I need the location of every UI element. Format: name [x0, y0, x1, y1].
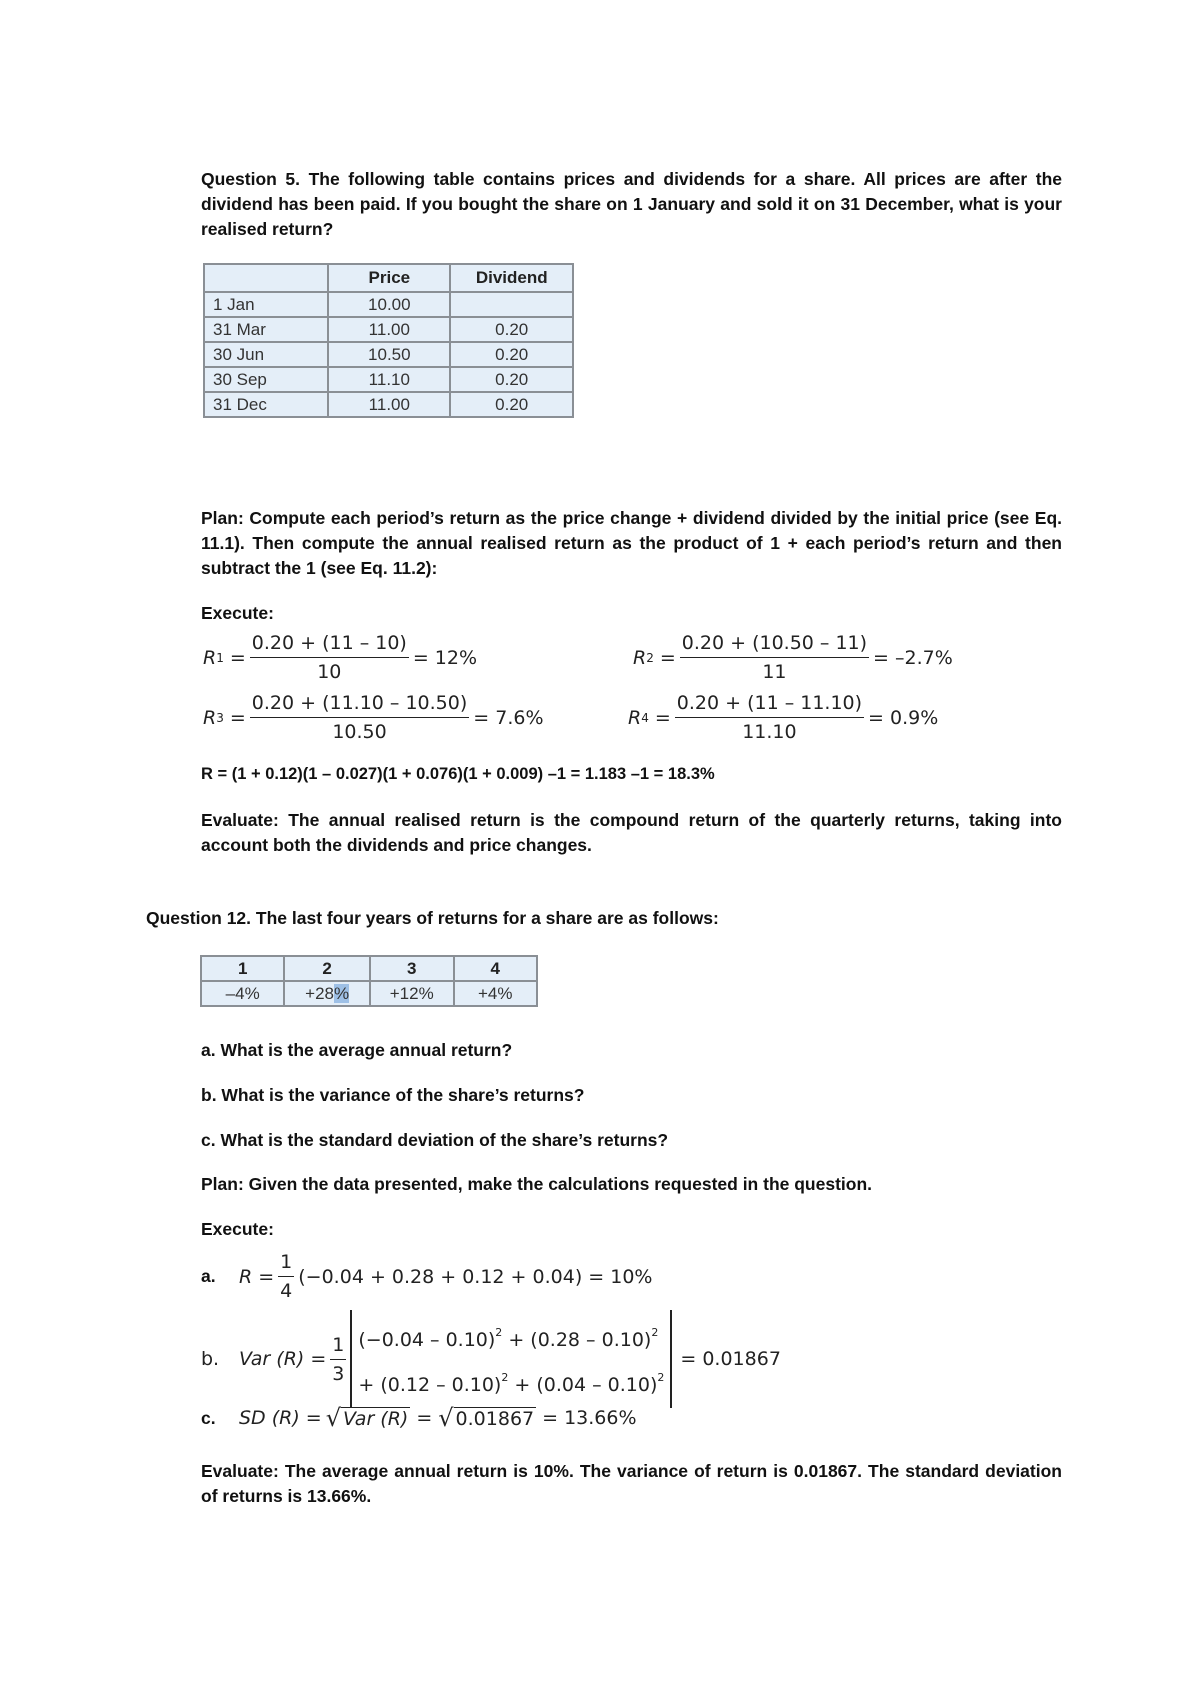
eq-b-exp: 2	[651, 1326, 659, 1339]
row-date: 31 Dec	[204, 392, 328, 417]
equation-r4: R 4 = $\frac{0.20 + (11 - 11.10)}{11.10}$ = 0.9%	[628, 692, 939, 743]
row-date: 1 Jan	[204, 292, 328, 317]
row-price: 11.10	[328, 367, 450, 392]
table-row	[204, 367, 573, 392]
eq-b-exp: 2	[657, 1371, 665, 1384]
q12-question: Question 12. The last four years of returns for a share are as follows:	[146, 908, 719, 928]
table-row	[204, 292, 573, 317]
eq-b-bracket	[350, 1310, 672, 1408]
q5-evaluate: Evaluate: The annual realised return is the compound return of the quarterly returns, taking into account both the dividends and price changes.	[201, 810, 1062, 855]
year-header: 3	[370, 956, 454, 981]
year-header: 1	[201, 956, 284, 981]
eq-b-term1: (−0.04 – 0.10)	[358, 1329, 496, 1351]
r3-symbol: R	[203, 706, 217, 729]
eq-b-numerator: 1	[330, 1333, 346, 1360]
eq-b-result: = 0.01867	[680, 1348, 781, 1370]
q12-part-a: a. What is the average annual return?	[201, 1040, 513, 1060]
return-value: –4%	[201, 981, 284, 1006]
table-row	[204, 392, 573, 417]
equation-r3: R 3 = $\frac{0.20 + (11.10 - 10.50)}{10.50}$ = 7.6%	[203, 692, 544, 743]
eq-b-denominator: 3	[332, 1362, 345, 1385]
row-price: 11.00	[328, 317, 450, 342]
eq-c-radicand1: Var (R)	[343, 1407, 409, 1430]
selected-text-highlight: %	[334, 983, 350, 1003]
row-price: 10.50	[328, 342, 450, 367]
return-value: +12%	[370, 981, 454, 1006]
r2-result: = –2.7%	[873, 646, 953, 669]
q12-part-b: b. What is the variance of the share’s returns?	[201, 1085, 585, 1105]
row-dividend: 0.20	[450, 342, 573, 367]
table-row	[201, 981, 537, 1006]
return-value	[284, 981, 370, 1006]
r4-numerator: 0.20 + (11 – 11.10)	[675, 691, 864, 718]
r2-denominator: 11	[762, 661, 787, 683]
q12-evaluate: Evaluate: The average annual return is 10%. The variance of return is 0.01867. The standard deviation of returns is 13.66%.	[201, 1461, 1062, 1506]
q5-annual-return: R = (1 + 0.12)(1 – 0.027)(1 + 0.076)(1 + 0.009) –1 = 1.183 –1 = 18.3%	[201, 765, 715, 783]
sqrt-sign: √	[325, 1404, 342, 1432]
eq-c-result: = 13.66%	[542, 1407, 637, 1429]
r3-numerator: 0.20 + (11.10 – 10.50)	[250, 691, 470, 718]
equation-r2: R 2 = $\frac{0.20 + (10.50 - 11)}{11}$ = –2.7%	[633, 632, 953, 683]
eq-b-term2: + (0.28 – 0.10)	[508, 1329, 652, 1351]
eq-c-lhs: SD (R) =	[239, 1407, 322, 1429]
row-dividend	[450, 292, 573, 317]
eq-a-lhs: R =	[239, 1265, 275, 1288]
equation-r1: R 1 = $\frac{0.20 + (11 - 10)}{10}$ = 12%	[203, 632, 478, 683]
eq-a-denominator: 4	[280, 1280, 293, 1302]
r2-symbol: R	[633, 646, 647, 669]
sqrt-sign: √	[438, 1404, 454, 1432]
r1-subscript: 1	[216, 650, 224, 665]
table-row	[204, 317, 573, 342]
r4-result: = 0.9%	[868, 706, 939, 729]
r1-numerator: 0.20 + (11 – 10)	[250, 631, 409, 658]
eq-a-label: a.	[201, 1266, 216, 1286]
eq-a-numerator: 1	[278, 1250, 294, 1277]
eq-c-radicand2: 0.01867	[455, 1407, 535, 1430]
equation-a	[201, 1250, 652, 1303]
eq-c-label: c.	[201, 1407, 216, 1428]
eq-b-exp: 2	[495, 1326, 503, 1339]
price-dividend-table	[203, 263, 574, 418]
r2-subscript: 2	[646, 650, 654, 665]
returns-table	[200, 955, 538, 1007]
r1-result: = 12%	[412, 646, 478, 669]
row-date: 30 Jun	[204, 342, 328, 367]
row-date: 31 Mar	[204, 317, 328, 342]
eq-a-body: (−0.04 + 0.28 + 0.12 + 0.04) = 10%	[298, 1265, 653, 1288]
r1-denominator: 10	[317, 661, 342, 683]
r4-denominator: 11.10	[742, 721, 797, 743]
q12-part-c: c. What is the standard deviation of the share’s returns?	[201, 1130, 669, 1150]
eq-b-term4: + (0.04 – 0.10)	[514, 1374, 658, 1396]
row-dividend: 0.20	[450, 367, 573, 392]
table-header-price: Price	[328, 264, 450, 292]
table-header-dividend: Dividend	[450, 264, 573, 292]
equation-c	[201, 1404, 637, 1432]
row-dividend: 0.20	[450, 317, 573, 342]
table-header-blank	[204, 264, 328, 292]
r3-result: = 7.6%	[473, 706, 544, 729]
r3-subscript: 3	[216, 710, 224, 725]
eq-b-label: b.	[201, 1348, 220, 1370]
year-header: 4	[454, 956, 538, 981]
year-header: 2	[284, 956, 370, 981]
q5-plan: Plan: Compute each period’s return as the price change + dividend divided by the initial price (see Eq. 11.1). Then compute the annual realised return as the product of 1 + each period’s return and then subtract the 1 (see Eq. 11.2):	[201, 508, 1062, 578]
r4-symbol: R	[628, 706, 642, 729]
q12-execute-label: Execute:	[201, 1219, 274, 1239]
equation-b	[201, 1310, 781, 1408]
row-dividend: 0.20	[450, 392, 573, 417]
row-price: 11.00	[328, 392, 450, 417]
eq-c-equals: =	[416, 1407, 433, 1429]
r3-denominator: 10.50	[332, 721, 387, 743]
row-date: 30 Sep	[204, 367, 328, 392]
eq-b-exp: 2	[501, 1371, 509, 1384]
return-value-part: +28	[305, 983, 334, 1003]
eq-b-term3: + (0.12 – 0.10)	[358, 1374, 502, 1396]
row-price: 10.00	[328, 292, 450, 317]
return-value: +4%	[454, 981, 538, 1006]
q5-question: Question 5. The following table contains prices and dividends for a share. All prices are after the dividend has been paid. If you bought the share on 1 January and sold it on 31 December, what is your realised return?	[201, 169, 1062, 239]
r2-numerator: 0.20 + (10.50 – 11)	[680, 631, 869, 658]
q5-execute-label: Execute:	[201, 603, 274, 623]
q12-plan: Plan: Given the data presented, make the calculations requested in the question.	[201, 1174, 872, 1194]
eq-b-lhs: Var (R) =	[239, 1348, 327, 1370]
table-row	[204, 342, 573, 367]
r1-symbol: R	[203, 646, 217, 669]
r4-subscript: 4	[641, 710, 649, 725]
